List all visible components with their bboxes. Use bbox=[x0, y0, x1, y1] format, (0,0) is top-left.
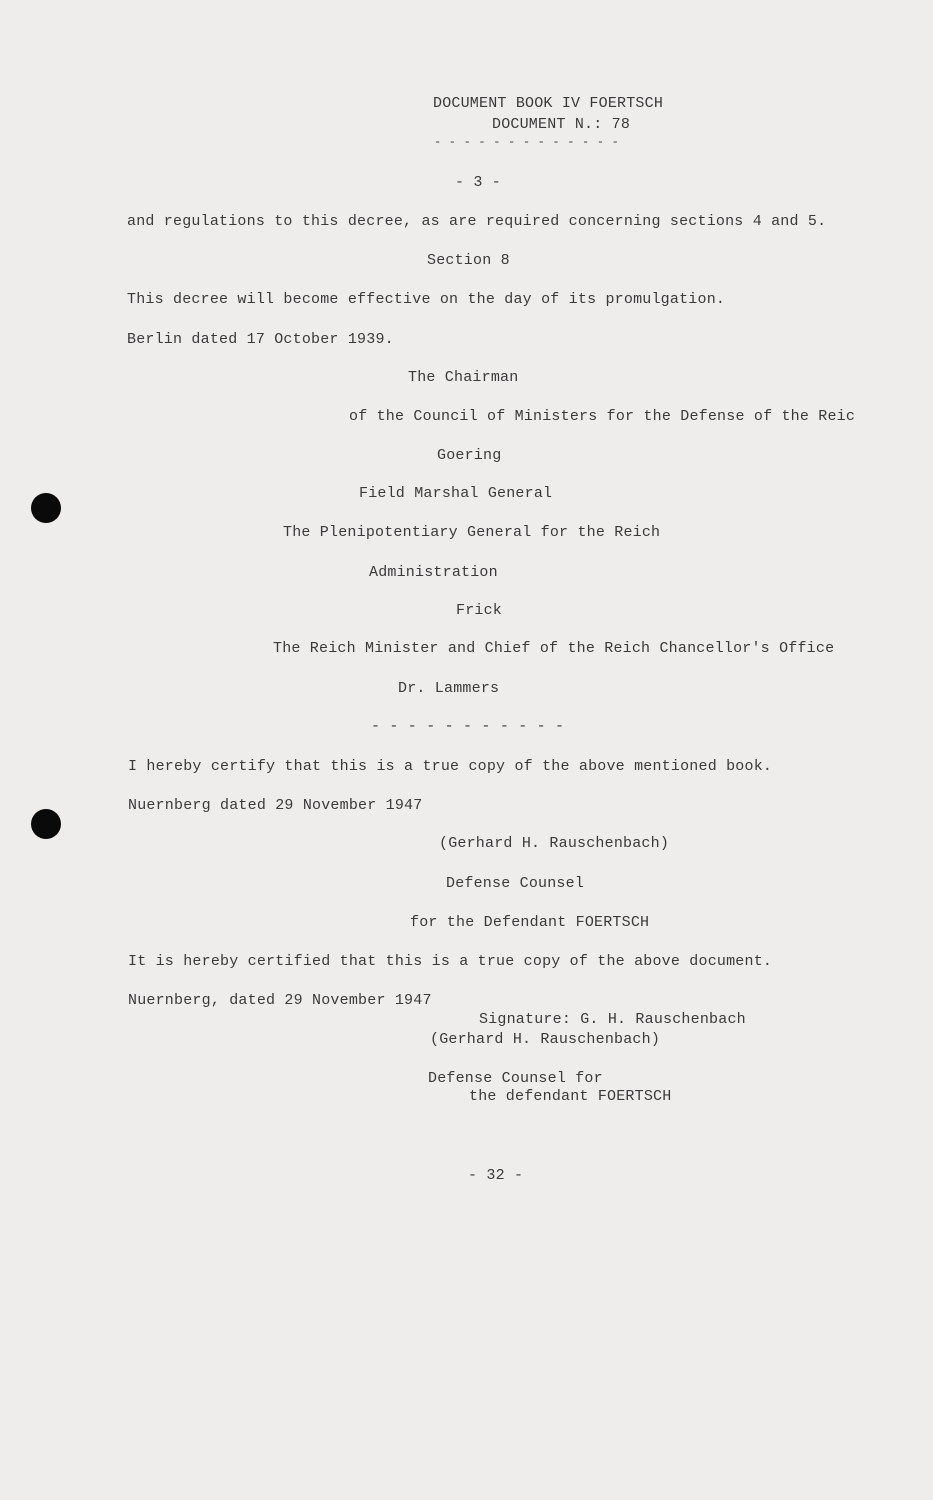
plenipotentiary-name: Frick bbox=[456, 602, 503, 619]
section-divider: - - - - - - - - - - - bbox=[371, 718, 565, 735]
certification-role: Defense Counsel bbox=[446, 875, 585, 892]
certification2-role: Defense Counsel for bbox=[428, 1070, 603, 1087]
paragraph-regulations: and regulations to this decree, as are required concerning sections 4 and 5. bbox=[127, 213, 827, 230]
page-marker: - 3 - bbox=[455, 174, 502, 191]
chairman-subtitle: of the Council of Ministers for the Defense of the Reic bbox=[349, 408, 856, 425]
certification2-text: It is hereby certified that this is a true copy of the above document. bbox=[128, 953, 773, 970]
plenipotentiary-title: The Plenipotentiary General for the Reich bbox=[283, 524, 661, 541]
plenipotentiary-subtitle: Administration bbox=[369, 564, 498, 581]
minister-title: The Reich Minister and Chief of the Reich Chancellor's Office bbox=[273, 640, 835, 657]
punch-hole-bottom bbox=[31, 809, 61, 839]
certification2-role2: the defendant FOERTSCH bbox=[469, 1088, 672, 1105]
header-doc-number: DOCUMENT N.: 78 bbox=[492, 116, 631, 133]
certification-role2: for the Defendant FOERTSCH bbox=[410, 914, 650, 931]
chairman-rank: Field Marshal General bbox=[359, 485, 553, 502]
paragraph-effective: This decree will become effective on the day of its promulgation. bbox=[127, 291, 726, 308]
certification2-signature: Signature: G. H. Rauschenbach bbox=[479, 1011, 746, 1028]
chairman-title: The Chairman bbox=[408, 369, 519, 386]
dated-berlin: Berlin dated 17 October 1939. bbox=[127, 331, 394, 348]
chairman-name: Goering bbox=[437, 447, 502, 464]
certification-text: I hereby certify that this is a true copy of the above mentioned book. bbox=[128, 758, 773, 775]
punch-hole-top bbox=[31, 493, 61, 523]
minister-name: Dr. Lammers bbox=[398, 680, 500, 697]
certification-place-date: Nuernberg dated 29 November 1947 bbox=[128, 797, 423, 814]
header-book: DOCUMENT BOOK IV FOERTSCH bbox=[433, 95, 664, 112]
page-number: - 32 - bbox=[468, 1167, 524, 1184]
certification-name: (Gerhard H. Rauschenbach) bbox=[439, 835, 670, 852]
certification2-name: (Gerhard H. Rauschenbach) bbox=[430, 1031, 661, 1048]
header-rule: - - - - - - - - - - - - - bbox=[434, 135, 620, 149]
section-heading: Section 8 bbox=[427, 252, 510, 269]
certification2-place-date: Nuernberg, dated 29 November 1947 bbox=[128, 992, 432, 1009]
